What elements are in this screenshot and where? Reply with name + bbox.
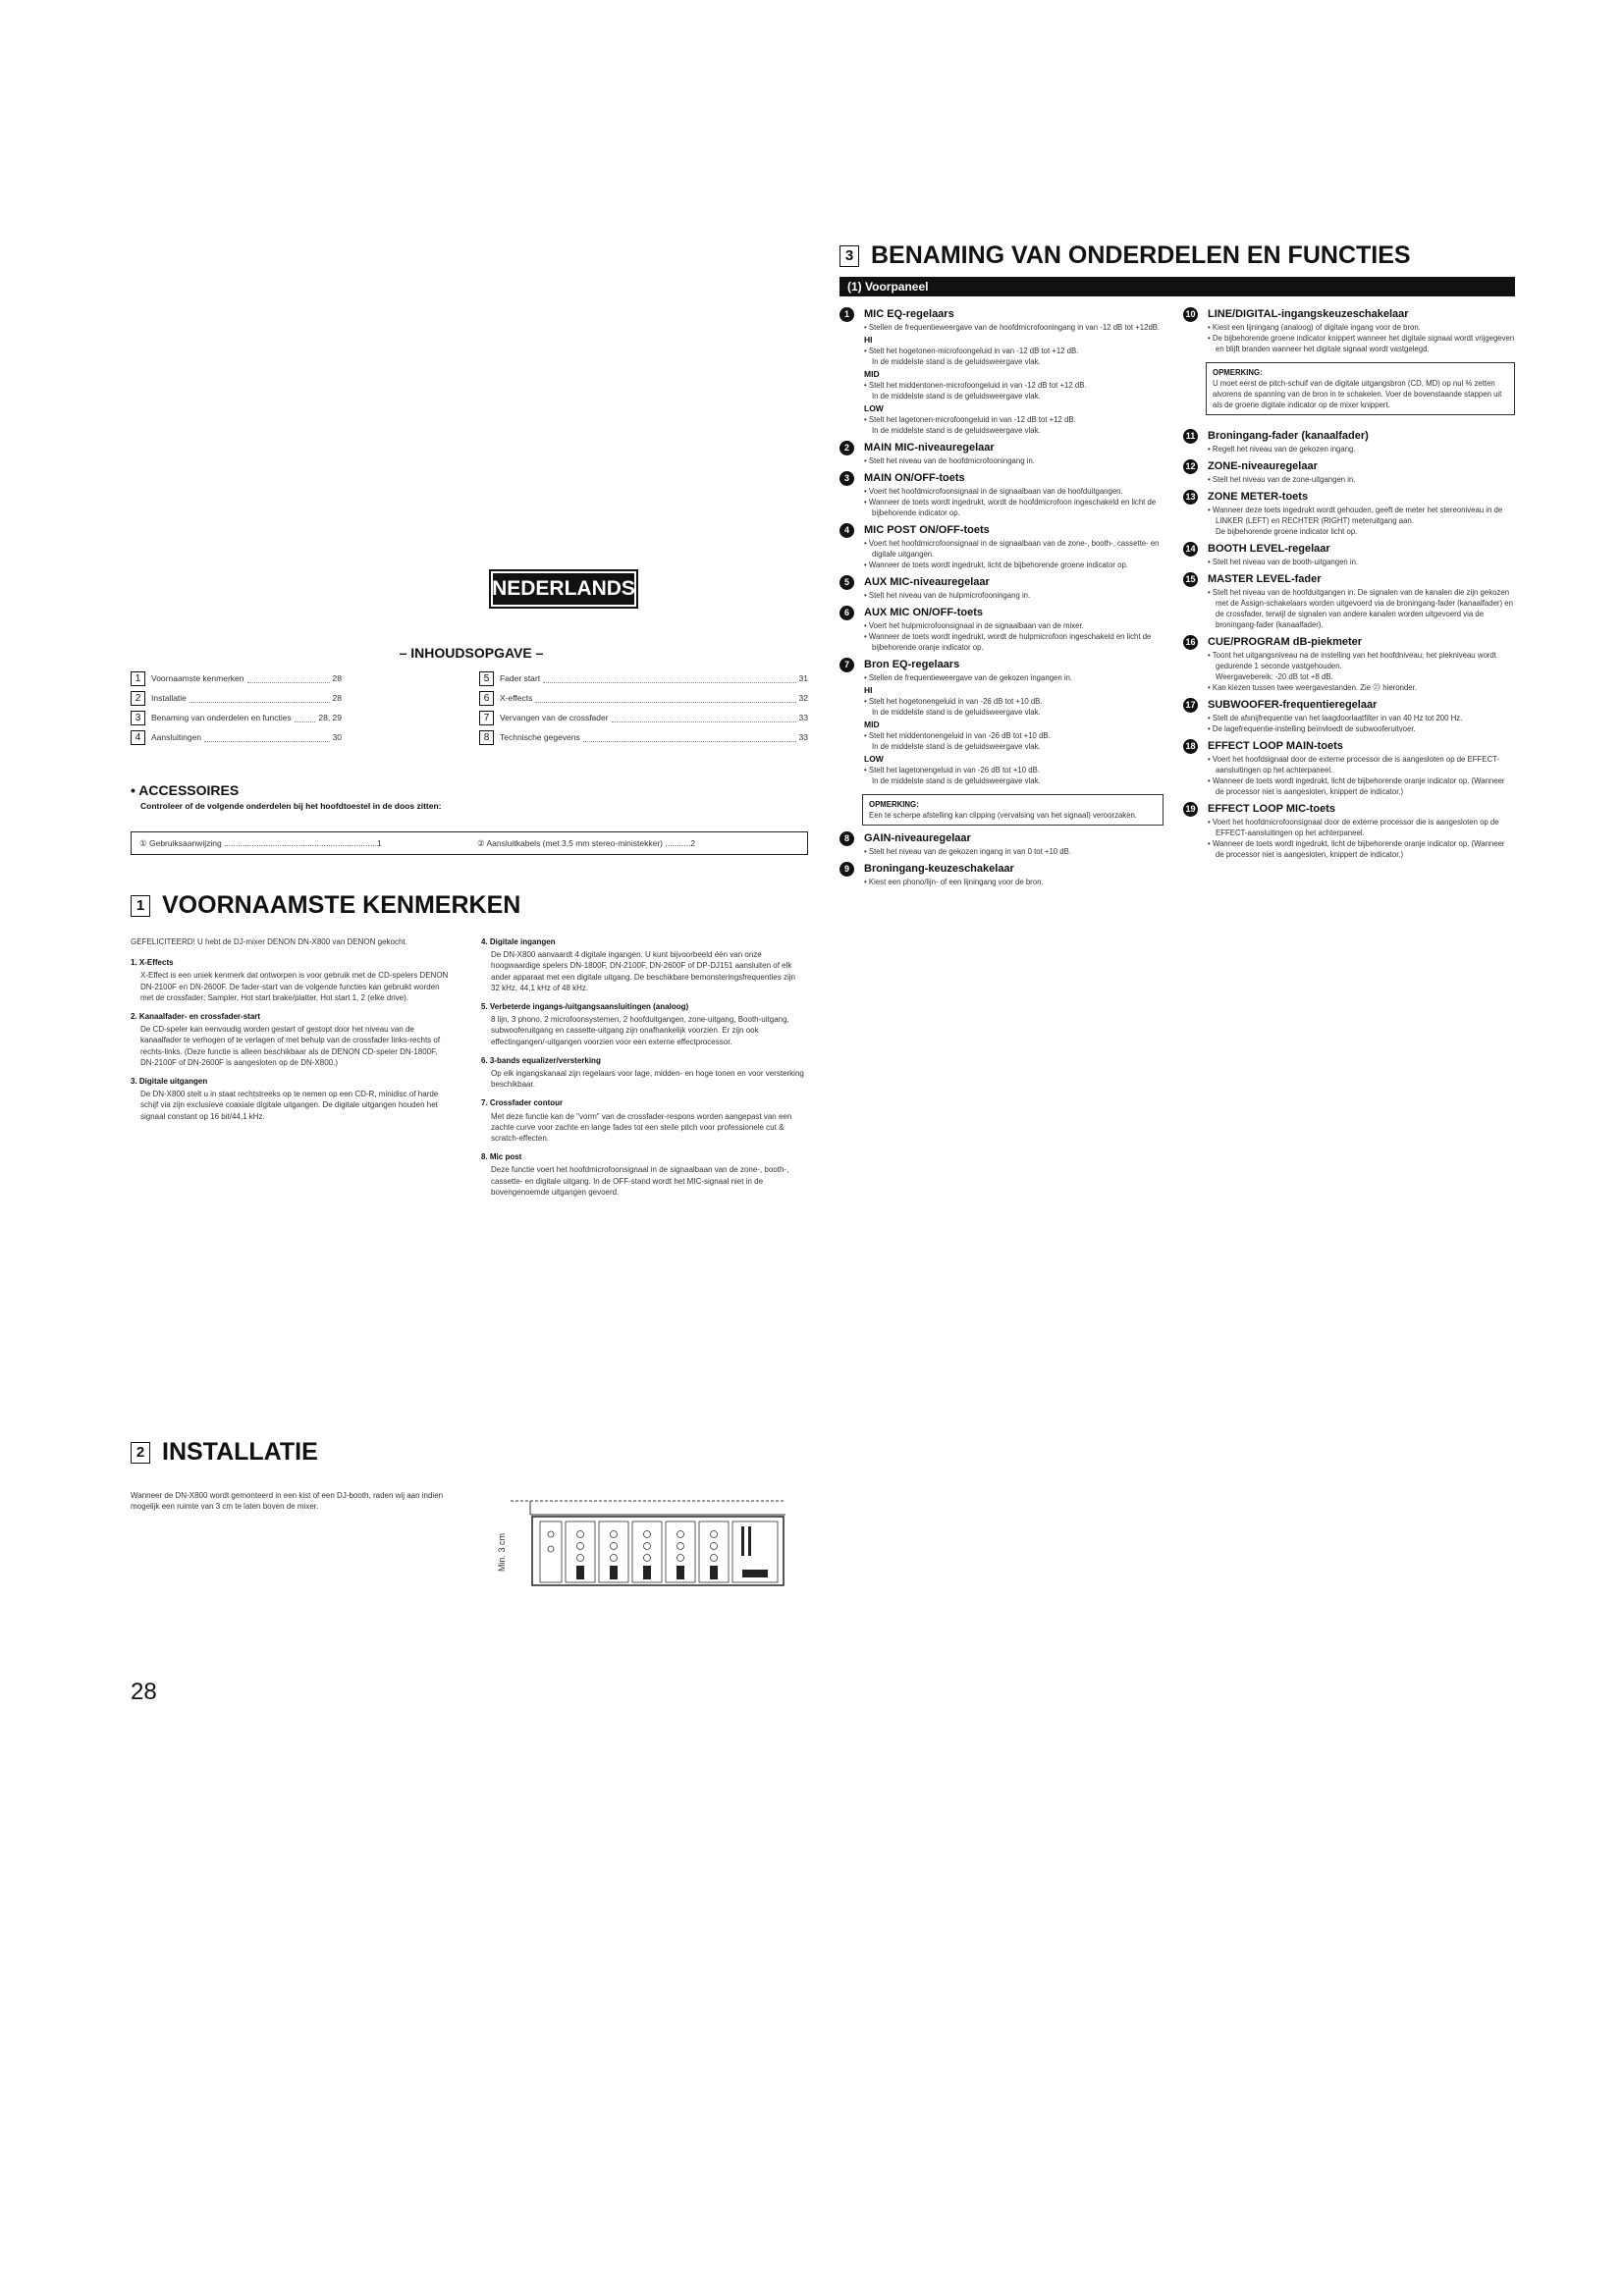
toc-page: 33: [798, 713, 808, 722]
description-line: • Stelt het middentonen-microfoongeluid in van -12 dB tot +12 dB.: [864, 381, 1087, 390]
mixer-installation-diagram: [491, 1495, 785, 1588]
section-number: 3: [839, 245, 859, 267]
part-item: [839, 307, 1164, 436]
description-line: • Wanneer de toets wordt ingedrukt, wordt de hoofdmicrofoon ingeschakeld en licht de bijbehorende indicator op.: [864, 498, 1157, 517]
language-tab: NEDERLANDS: [489, 569, 638, 609]
toc-title: – INHOUDSOPGAVE –: [399, 645, 544, 661]
note-box: [1206, 362, 1515, 415]
feature-body: Met deze functie kan de "vorm" van de crossfader-respons worden aangepast van een zachte curve voor zachte en lange fades tot een steile pitch voor professionele cut & scratch-effecten.: [491, 1111, 792, 1144]
part-title: SUBWOOFER-frequentieregelaar: [1208, 699, 1378, 711]
accessories-subtitle: Controleer of de volgende onderdelen bij het hoofdtoestel in de doos zitten:: [140, 801, 442, 811]
part-title-row: [1183, 459, 1515, 474]
part-description: [1183, 444, 1515, 454]
part-item: [839, 606, 1164, 653]
installation-text: Wanneer de DN-X800 wordt gemonteerd in een kist of een DJ-booth, raden wij aan indien mogelijk een ruimte van 3 cm te laten boven de mixer.: [131, 1491, 444, 1512]
part-title: MAIN ON/OFF-toets: [864, 472, 965, 484]
description-line: • Stelt het niveau van de zone-uitgangen in.: [1208, 475, 1356, 484]
part-title: BOOTH LEVEL-regelaar: [1208, 543, 1330, 555]
description-line: In de middelste stand is de geluidsweergave vlak.: [872, 392, 1041, 400]
part-number-badge: 16: [1183, 635, 1198, 650]
part-description: [839, 455, 1164, 466]
intro-text: GEFELICITEERD! U hebt de DJ-mixer DENON DN-X800 van DENON gekocht.: [131, 937, 407, 946]
description-line: • Stelt het niveau van de hulpmicrofooningang in.: [864, 591, 1031, 600]
description-line: • Wanneer deze toets ingedrukt wordt gehouden, geeft de meter het stereoniveau in de LINKER (LEFT) en RECHTER (RIGHT) meteruitgang aan.: [1208, 506, 1503, 525]
description-line: • Stelt het hogetonen-microfoongeluid in van -12 dB tot +12 dB.: [864, 347, 1079, 355]
section-1-right-column: [481, 936, 805, 1205]
section-3-heading: [839, 241, 1411, 270]
feature-body: De DN-X800 aanvaardt 4 digitale ingangen. U kunt bijvoorbeeld één van onze hoogwaardige spelers DN-1800F, DN-2100F, DN-2600F of DP-DJ151 aansluiten of elk ander apparaat met een digitale uitgang. De beschikbare bemonsteringsfrequenties zijn 32 kHz, 44,1 kHz of 48 kHz.: [491, 950, 795, 992]
subsection-bar: (1) Voorpaneel: [839, 277, 1515, 296]
section-title: VOORNAAMSTE KENMERKEN: [162, 891, 521, 919]
part-number-badge: 19: [1183, 802, 1198, 817]
feature-heading: 5. Verbeterde ingangs-/uitgangsaansluitingen (analoog): [481, 1002, 689, 1012]
part-number-badge: 18: [1183, 739, 1198, 754]
description-line: In de middelste stand is de geluidsweergave vlak.: [872, 357, 1041, 366]
parts-column-1: [839, 307, 1164, 892]
part-item: [839, 658, 1164, 826]
description-line: Weergavebereik: -20 dB tot +8 dB.: [1216, 672, 1333, 681]
part-item: [839, 862, 1164, 887]
toc-row: [479, 710, 808, 725]
part-item: [1183, 635, 1515, 693]
part-title-row: [839, 658, 1164, 672]
table-of-contents: [131, 670, 808, 749]
part-title-row: [839, 523, 1164, 538]
part-title: ZONE METER-toets: [1208, 491, 1309, 503]
description-line: • Stelt het niveau van de hoofdmicrofooningang in.: [864, 456, 1035, 465]
part-item: [839, 523, 1164, 570]
part-title: MASTER LEVEL-fader: [1208, 573, 1322, 585]
toc-number: 3: [131, 711, 145, 725]
part-item: [1183, 739, 1515, 797]
description-line: • Voert het hoofdmicrofoonsignaal in de signaalbaan van de hoofduitgangen.: [864, 487, 1123, 496]
part-item: [1183, 490, 1515, 537]
toc-number: 5: [479, 671, 494, 686]
toc-number: 8: [479, 730, 494, 745]
eq-band-label: LOW: [864, 754, 884, 764]
eq-band-label: MID: [864, 369, 880, 379]
part-number-badge: 15: [1183, 572, 1198, 587]
description-line: In de middelste stand is de geluidsweergave vlak.: [872, 426, 1041, 435]
section-2-heading: [131, 1438, 318, 1467]
toc-label: X-effects: [500, 693, 533, 703]
description-line: • Stelt het lagetonengeluid in van -26 dB tot +10 dB.: [864, 766, 1040, 774]
eq-band-label: HI: [864, 685, 873, 695]
toc-page: 33: [798, 732, 808, 742]
feature-heading: 1. X-Effects: [131, 958, 174, 968]
part-description: [1183, 557, 1515, 567]
description-line: • Stelt het niveau van de hoofduitgangen in. De signalen van de kanalen die zijn gekozen met de Assign-schakelaars worden uitgevoerd via de broningang-fader (kanaalfader) en de crossfader, terwijl de signalen van andere kanalen worden uitgevoerd via de broningang-fader (kanaalfader).: [1208, 588, 1513, 629]
part-title-row: [839, 862, 1164, 877]
part-description: [1183, 587, 1515, 630]
toc-dots: [247, 673, 330, 683]
note-box: [862, 794, 1164, 826]
note-title: OPMERKING:: [1213, 368, 1263, 377]
description-line: • Stelt het hogetonengeluid in van -26 dB tot +10 dB.: [864, 697, 1043, 706]
part-description: [1183, 754, 1515, 797]
part-title-row: [1183, 635, 1515, 650]
part-title: GAIN-niveauregelaar: [864, 832, 971, 844]
section-title: BENAMING VAN ONDERDELEN EN FUNCTIES: [871, 241, 1411, 269]
description-line: • Wanneer de toets wordt ingedrukt, licht de bijbehorende oranje indicator op. (Wanneer de processor niet is aangesloten, knippert de indicator.): [1208, 776, 1505, 796]
part-description: [839, 538, 1164, 570]
part-title-row: [839, 441, 1164, 455]
part-title-row: [1183, 490, 1515, 505]
description-line: • Wanneer de toets wordt ingedrukt, licht de bijbehorende groene indicator op.: [864, 561, 1129, 569]
description-line: • Stelt het niveau van de booth-uitgangen in.: [1208, 558, 1359, 566]
toc-page: 28, 29: [318, 713, 342, 722]
parts-column-2: [1183, 307, 1515, 865]
note-title: OPMERKING:: [869, 800, 919, 809]
part-number-badge: 13: [1183, 490, 1198, 505]
description-line: In de middelste stand is de geluidsweergave vlak.: [872, 742, 1041, 751]
feature-heading: 2. Kanaalfader- en crossfader-start: [131, 1012, 261, 1022]
part-item: [1183, 307, 1515, 415]
description-line: • Voert het hoofdmicrofoonsignaal in de signaalbaan van de zone-, booth-, cassette- en digitale uitgangen.: [864, 539, 1160, 559]
section-1-heading: [131, 891, 520, 920]
part-title-row: [839, 575, 1164, 590]
part-title-row: [1183, 429, 1515, 444]
page-number: 28: [131, 1679, 157, 1705]
part-title-row: [1183, 542, 1515, 557]
eq-band-label: HI: [864, 335, 873, 345]
part-number-badge: 5: [839, 575, 854, 590]
part-item: [1183, 572, 1515, 630]
part-title: AUX MIC-niveauregelaar: [864, 576, 990, 588]
feature-body: De DN-X800 stelt u in staat rechtstreeks op te nemen op een CD-R, minidisc of harde schijf via zijn exclusieve coaxiale digitale uitgangen. De digitale uitgangen houden het signaal constant op 16 bit/44,1 kHz.: [140, 1090, 439, 1121]
part-title: Bron EQ-regelaars: [864, 659, 960, 670]
feature-heading: 7. Crossfader contour: [481, 1098, 564, 1108]
toc-row: [131, 710, 342, 725]
part-title-row: [1183, 698, 1515, 713]
toc-row: [131, 670, 342, 686]
part-title-row: [1183, 572, 1515, 587]
toc-dots: [583, 732, 796, 742]
feature-heading: 8. Mic post: [481, 1152, 522, 1162]
part-item: [839, 471, 1164, 518]
description-line: • Voert het hoofdsignaal door de externe processor die is aangesloten op de EFFECT-aansluitingen op het achterpaneel.: [1208, 755, 1500, 774]
part-title: Broningang-keuzeschakelaar: [864, 863, 1014, 875]
description-line: • Stelt de afsnijfrequentie van het laagdoorlaatfilter in van 40 Hz tot 200 Hz.: [1208, 714, 1463, 722]
part-title-row: [1183, 739, 1515, 754]
part-title: ZONE-niveauregelaar: [1208, 460, 1318, 472]
part-description: [839, 322, 1164, 436]
part-description: [839, 620, 1164, 653]
part-number-badge: 6: [839, 606, 854, 620]
toc-dots: [204, 732, 329, 742]
part-description: [839, 590, 1164, 601]
toc-number: 6: [479, 691, 494, 706]
description-line: In de middelste stand is de geluidsweergave vlak.: [872, 708, 1041, 717]
toc-row: [479, 729, 808, 745]
part-title: MAIN MIC-niveauregelaar: [864, 442, 995, 454]
toc-label: Vervangen van de crossfader: [500, 713, 609, 722]
description-line: • Wanneer de toets wordt ingedrukt, licht de bijbehorende oranje indicator op. (Wanneer de processor niet is aangesloten, knippert de indicator.): [1208, 839, 1505, 859]
toc-label: Fader start: [500, 673, 541, 683]
note-body: U moet eerst de pitch-schuif van de digitale uitgangsbron (CD, MD) op nul % zetten alvorens de spanning van de bron in te schakelen. Voer de bovenstaande stappen uit als de groene digitale indicator op de mixer knippert.: [1213, 379, 1502, 409]
toc-label: Technische gegevens: [500, 732, 580, 742]
eq-band-label: LOW: [864, 403, 884, 413]
part-description: [1183, 713, 1515, 734]
part-number-badge: 1: [839, 307, 854, 322]
toc-row: [479, 670, 808, 686]
toc-page: 28: [332, 693, 342, 703]
toc-page: 32: [798, 693, 808, 703]
part-item: [1183, 698, 1515, 734]
part-title: MIC EQ-regelaars: [864, 308, 954, 320]
part-description: [1183, 505, 1515, 537]
toc-label: Benaming van onderdelen en functies: [151, 713, 292, 722]
part-item: [1183, 429, 1515, 454]
feature-body: Op elk ingangskanaal zijn regelaars voor lage, midden- en hoge tonen en voor versterking beschikbaar.: [491, 1069, 804, 1090]
part-number-badge: 10: [1183, 307, 1198, 322]
toc-number: 4: [131, 730, 145, 745]
toc-label: Aansluitingen: [151, 732, 202, 742]
toc-dots: [295, 713, 316, 722]
part-item: [1183, 802, 1515, 860]
description-line: De bijbehorende groene indicator licht op.: [1216, 527, 1358, 536]
part-title-row: [1183, 307, 1515, 322]
description-line: • Regelt het niveau van de gekozen ingang.: [1208, 445, 1356, 454]
toc-dots: [535, 693, 795, 703]
description-line: • De bijbehorende groene indicator knippert wanneer het digitale signaal wordt vrijgegeven en blijft branden wanneer het digitale signaal wordt vastgelegd.: [1208, 334, 1515, 353]
part-number-badge: 3: [839, 471, 854, 486]
feature-heading: 4. Digitale ingangen: [481, 937, 556, 946]
description-line: • De lagefrequentie-instelling beïnvloedt de subwooferuitvoer.: [1208, 724, 1416, 733]
feature-body: Deze functie voert het hoofdmicrofoonsignaal in de signaalbaan van de zone-, booth-, cassette- en digitale uitgang. In de OFF-stand wordt het MIC-signaal niet in de bovengenoemde uitgangen gevoerd.: [491, 1165, 789, 1197]
toc-dots: [543, 673, 795, 683]
feature-heading: 3. Digitale uitgangen: [131, 1077, 208, 1087]
part-item: [1183, 542, 1515, 567]
part-description: [839, 877, 1164, 887]
description-line: • Kan kiezen tussen twee weergavestanden. Zie ㉓ hieronder.: [1208, 683, 1417, 692]
part-item: [839, 575, 1164, 601]
toc-dots: [189, 693, 330, 703]
note-body: Een te scherpe afstelling kan clipping (vervalsing van het signaal) veroorzaken.: [869, 811, 1138, 820]
description-line: • Wanneer de toets wordt ingedrukt, wordt de hulpmicrofoon ingeschakeld en licht de bijbehorende oranje indicator op.: [864, 632, 1152, 652]
part-title: Broningang-fader (kanaalfader): [1208, 430, 1369, 442]
description-line: • Stellen de frequentieweergave van de gekozen ingangen in.: [864, 673, 1073, 682]
toc-page: 30: [332, 732, 342, 742]
part-number-badge: 9: [839, 862, 854, 877]
part-description: [1183, 817, 1515, 860]
toc-page: 31: [798, 673, 808, 683]
part-title: CUE/PROGRAM dB-piekmeter: [1208, 636, 1363, 648]
part-title-row: [839, 471, 1164, 486]
toc-label: Voornaamste kenmerken: [151, 673, 244, 683]
part-title: EFFECT LOOP MAIN-toets: [1208, 740, 1343, 752]
part-number-badge: 4: [839, 523, 854, 538]
feature-body: 8 lijn, 3 phono, 2 microfoonsystemen, 2 hoofduitgangen, zone-uitgang, Booth-uitgang, subwooferuitgang en cassette-uitgang zijn onafhankelijk voorzien. Er zijn ook effectingangen/-uitgangen voorzien voor een externe effectprocessor.: [491, 1015, 789, 1046]
part-title-row: [839, 831, 1164, 846]
section-number: 2: [131, 1442, 150, 1464]
feature-body: De CD-speler kan eenvoudig worden gestart of gestopt door het niveau van de kanaalfader te verhogen of te verlagen of met behulp van de crossfader links-rechts of rechts-links. (Deze functie is alleen beschikbaar als de DENON CD-speler DN-1800F, DN-2100F of DN-2600F is aangesloten op de DN-X800.): [140, 1025, 441, 1067]
toc-number: 2: [131, 691, 145, 706]
description-line: In de middelste stand is de geluidsweergave vlak.: [872, 776, 1041, 785]
part-title: LINE/DIGITAL-ingangskeuzeschakelaar: [1208, 308, 1409, 320]
part-description: [1183, 650, 1515, 693]
section-1-left-column: [131, 936, 453, 1130]
feature-body: X-Effect is een uniek kenmerk dat ontworpen is voor gebruik met de CD-spelers DENON DN-2100F en DN-2600F. De fader-start van de volgende functies kan gebruikt worden met de crossfader; Sampler, Hot start brake/platter, Hot start 1, 2 (elke drive).: [140, 971, 449, 1002]
part-description: [839, 846, 1164, 857]
part-description: [839, 672, 1164, 826]
eq-band-label: MID: [864, 720, 880, 729]
toc-row: [131, 729, 342, 745]
part-number-badge: 12: [1183, 459, 1198, 474]
description-line: • Stelt het lagetonen-microfoongeluid in van -12 dB tot +12 dB.: [864, 415, 1076, 424]
description-line: • Voert het hoofdmicrofoonsignaal door de externe processor die is aangesloten op de EFFECT-aansluitingen op het achterpaneel.: [1208, 818, 1499, 837]
description-line: • Voert het hulpmicrofoonsignaal in de signaalbaan van de mixer.: [864, 621, 1084, 630]
part-number-badge: 7: [839, 658, 854, 672]
toc-number: 7: [479, 711, 494, 725]
section-number: 1: [131, 895, 150, 917]
section-title: INSTALLATIE: [162, 1438, 318, 1466]
accessory-item: ① Gebruiksaanwijzing ..................................................................1: [139, 837, 382, 848]
accessory-item: ② Aansluitkabels (met 3,5 mm stereo-ministekker) ...........2: [477, 837, 696, 848]
description-line: • Kiest een phono/lijn- of een lijningang voor de bron.: [864, 878, 1044, 886]
part-number-badge: 14: [1183, 542, 1198, 557]
toc-number: 1: [131, 671, 145, 686]
part-number-badge: 8: [839, 831, 854, 846]
part-item: [839, 831, 1164, 857]
accessories-title: • ACCESSOIRES: [131, 782, 240, 798]
part-description: [1183, 322, 1515, 415]
part-description: [839, 486, 1164, 518]
part-item: [1183, 459, 1515, 485]
description-line: • Toont het uitgangsniveau na de instelling van het hoofdniveau; het piekniveau wordt gedurende 1 seconde vastgehouden.: [1208, 651, 1496, 670]
part-title-row: [1183, 802, 1515, 817]
part-description: [1183, 474, 1515, 485]
part-title: EFFECT LOOP MIC-toets: [1208, 803, 1335, 815]
toc-page: 28: [332, 673, 342, 683]
toc-row: [131, 690, 342, 706]
description-line: • Stellen de frequentieweergave van de hoofdmicrofooningang in van -12 dB tot +12dB.: [864, 323, 1161, 332]
part-title-row: [839, 307, 1164, 322]
part-title: MIC POST ON/OFF-toets: [864, 524, 990, 536]
part-number-badge: 2: [839, 441, 854, 455]
part-number-badge: 11: [1183, 429, 1198, 444]
toc-row: [479, 690, 808, 706]
feature-heading: 6. 3-bands equalizer/versterking: [481, 1055, 601, 1065]
toc-label: Installatie: [151, 693, 187, 703]
description-line: • Stelt het niveau van de gekozen ingang in van 0 tot +10 dB.: [864, 847, 1072, 856]
description-line: • Stelt het middentonengeluid in van -26 dB tot +10 dB.: [864, 731, 1051, 740]
part-title: AUX MIC ON/OFF-toets: [864, 607, 983, 618]
part-title-row: [839, 606, 1164, 620]
description-line: • Kiest een lijningang (analoog) of digitale ingang voor de bron.: [1208, 323, 1421, 332]
part-item: [839, 441, 1164, 466]
toc-dots: [612, 713, 796, 722]
accessories-box: [131, 831, 808, 855]
min-3cm-label: Min. 3 cm: [497, 1532, 507, 1572]
part-number-badge: 17: [1183, 698, 1198, 713]
